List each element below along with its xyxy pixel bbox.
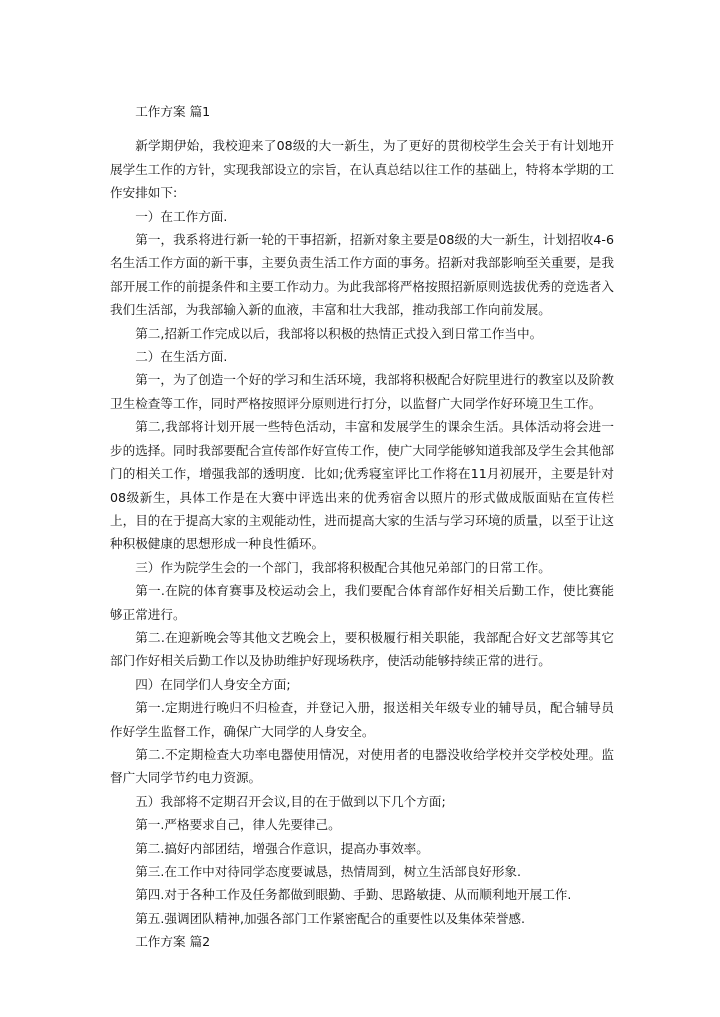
heading-cooperation: 三）作为院学生会的一个部门，我部将积极配合其他兄弟部门的日常工作。 [135,559,551,575]
paragraph: 第一，为了创造一个好的学习和生活环境，我部将积极配合好院里进行的教室以及阶教卫生检查等工作，同时严格按照评分原则进行打分，以监督广大同学作好环境卫生工作。 [110,372,614,411]
section-title-1: 工作方案 篇1 [135,104,211,119]
paragraph: 第一，我系将进行新一轮的干事招新，招新对象主要是08级的大一新生，计划招收4-6名生活工作方面的新干事，主要负责生活工作方面的事务。招新对我部影响至关重要，是我部开展工作的前提条件和主要工作动力。为此我部将严格按照招新原则选拔优秀的竞选者入我们生活部，为我部输入新的血液，丰富和壮大我部，推动我部工作向前发展。 [110,232,614,318]
paragraph: 第二,招新工作完成以后，我部将以积极的热情正式投入到日常工作当中。 [135,325,543,341]
heading-safety: 四）在同学们人身安全方面; [135,676,291,692]
heading-meetings: 五）我部将不定期召开会议,目的在于做到以下几个方面; [135,793,446,809]
paragraph: 第二.不定期检查大功率电器使用情况，对使用者的电器没收给学校并交学校处理。监督广大同学节约电力资源。 [110,746,614,786]
paragraph: 第三.在工作中对待同学态度要诚恳，热情周到，树立生活部良好形象. [135,864,522,879]
paragraph: 第二.搞好内部团结，增强合作意识，提高办事效率。 [135,840,429,856]
heading-work: 一）在工作方面. [135,208,228,224]
paragraph: 第二.在迎新晚会等其他文艺晚会上，要积极履行相关职能，我部配合好文艺部等其它部门作好相关后勤工作以及协助维护好现场秩序，使活动能够持续正常的进行。 [110,629,614,669]
paragraph: 第二,我部将计划开展一些特色活动，丰富和发展学生的课余生活。具体活动将会进一步的选择。同时我部要配合宣传部作好宣传工作，使广大同学能够知道我部及学生会其他部门的相关工作，增强我部的透明度．比如;优秀寝室评比工作将在11月初展开，主要是针对08级新生，具体工作是在大赛中评选出来的优秀宿舍以照片的形式做成版面贴在宣传栏上，目的在于提高大家的主观能动性，进而提高大家的生活与学习环境的质量，以至于让这种积极健康的思想形成一种良性循环。 [110,419,614,552]
paragraph: 第五.强调团队精神,加强各部门工作紧密配合的重要性以及集体荣誉感. [135,910,526,926]
heading-life: 二）在生活方面. [135,349,228,365]
spacer [110,123,614,134]
section-title-2: 工作方案 篇2 [135,934,211,950]
paragraph: 第四.对于各种工作及任务都做到眼勤、手勤、思路敏捷、从而顺利地开展工作. [135,887,572,903]
paragraph: 第一.严格要求自己，律人先要律己。 [135,817,341,833]
paragraph: 第一.在院的体育赛事及校运动会上，我们要配合体育部作好相关后勤工作，使比赛能够正常进行。 [110,583,614,622]
paragraph: 第一.定期进行晚归不归检查，并登记入册，报送相关年级专业的辅导员，配合辅导员作好学生监督工作，确保广大同学的人身安全。 [110,700,614,739]
document-body [110,100,614,954]
intro-paragraph: 新学期伊始，我校迎来了08级的大一新生，为了更好的贯彻校学生会关于有计划地开展学生工作的方针，实现我部设立的宗旨，在认真总结以往工作的基础上，特将本学期的工作安排如下: [110,138,614,201]
